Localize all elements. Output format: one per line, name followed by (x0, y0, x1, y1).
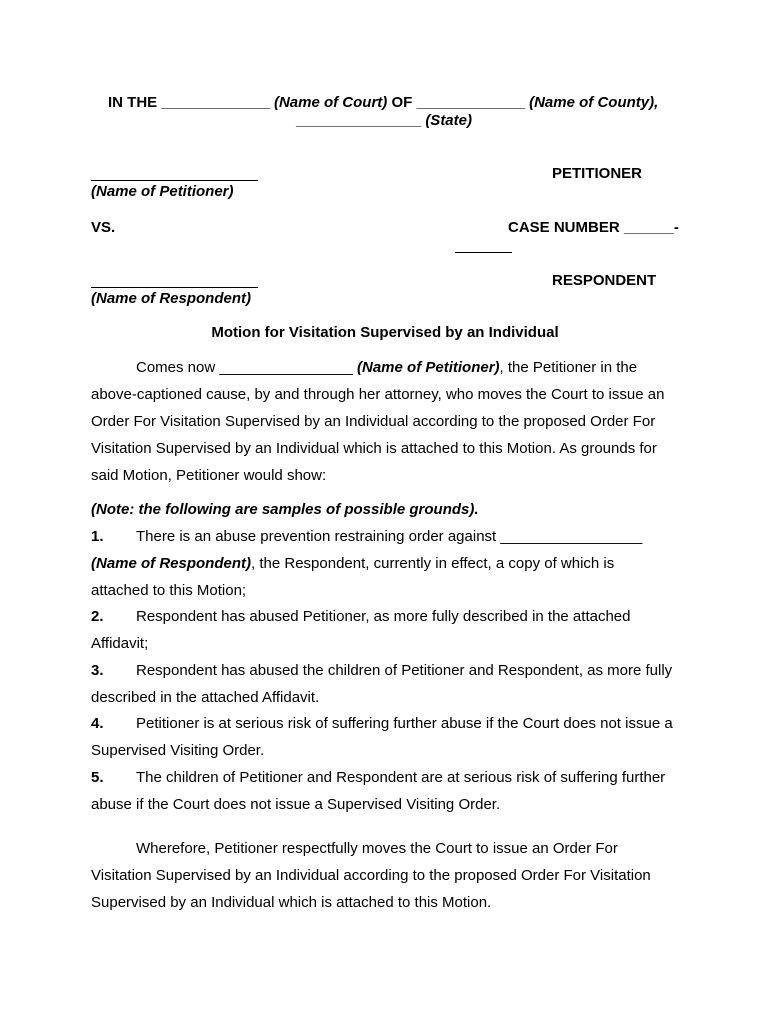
wherefore-line-2: Visitation Supervised by an Individual according to the proposed Order For Visitation (91, 867, 651, 884)
county-name-label: (Name of County), (529, 94, 659, 111)
respondent-name-label: (Name of Respondent) (91, 290, 252, 307)
ground-1-line-2-rest: , the Respondent, currently in effect, a copy of which is (251, 555, 615, 572)
of-text: OF (391, 94, 413, 111)
intro-line-1 (136, 359, 637, 376)
comes-now-text: Comes now ________________ (136, 359, 353, 376)
ground-3-number: 3. (91, 662, 104, 679)
intro-line-4: Visitation Supervised by an Individual which is attached to this Motion. As grounds for (91, 440, 657, 457)
case-number-label: CASE NUMBER (508, 219, 620, 236)
respondent-name-line (91, 287, 258, 288)
intro-line-5: said Motion, Petitioner would show: (91, 467, 327, 484)
intro-petitioner-name: (Name of Petitioner) (357, 359, 500, 376)
case-number-line (508, 219, 679, 236)
ground-1-line-1: There is an abuse prevention restraining order against _________________ (136, 528, 643, 545)
petitioner-label: PETITIONER (552, 165, 643, 182)
ground-5-line-2: abuse if the Court does not issue a Supervised Visiting Order. (91, 796, 501, 813)
document-title: Motion for Visitation Supervised by an Individual (211, 324, 559, 341)
case-number-line-2 (455, 252, 512, 253)
vs-label: VS. (91, 219, 116, 236)
state-label: (State) (425, 112, 472, 129)
court-header-line (108, 94, 658, 111)
court-name-blank: _____________ (161, 94, 270, 111)
ground-4-line-2: Supervised Visiting Order. (91, 742, 265, 759)
petitioner-name-label: (Name of Petitioner) (91, 183, 234, 200)
respondent-label: RESPONDENT (552, 272, 657, 289)
ground-1-line-2 (91, 555, 614, 572)
ground-1-line-3: attached to this Motion; (91, 582, 247, 599)
grounds-note: (Note: the following are samples of possible grounds). (91, 501, 479, 518)
wherefore-line-3: Supervised by an Individual which is attached to this Motion. (91, 894, 492, 911)
ground-5-number: 5. (91, 769, 104, 786)
state-blank: _______________ (296, 112, 422, 129)
ground-4-line-1: Petitioner is at serious risk of suffering further abuse if the Court does not issue a (136, 715, 673, 732)
intro-line-1-rest: , the Petitioner in the (499, 359, 638, 376)
ground-3-line-1: Respondent has abused the children of Petitioner and Respondent, as more fully (136, 662, 673, 679)
ground-1-number: 1. (91, 528, 104, 545)
in-the-text: IN THE (108, 94, 158, 111)
ground-3-line-2: described in the attached Affidavit. (91, 689, 320, 706)
ground-2-number: 2. (91, 608, 104, 625)
ground-4-number: 4. (91, 715, 104, 732)
ground-2-line-2: Affidavit; (91, 635, 149, 652)
case-number-blank: ______- (623, 219, 679, 236)
petitioner-name-line (91, 180, 258, 181)
state-line (296, 112, 472, 129)
wherefore-line-1: Wherefore, Petitioner respectfully moves the Court to issue an Order For (136, 840, 618, 857)
ground-1-respondent-name: (Name of Respondent) (91, 555, 252, 572)
intro-line-2: above-captioned cause, by and through her attorney, who moves the Court to issue an (91, 386, 665, 403)
county-name-blank: _____________ (416, 94, 525, 111)
intro-line-3: Order For Visitation Supervised by an Individual according to the proposed Order For (91, 413, 656, 430)
ground-5-line-1: The children of Petitioner and Respondent are at serious risk of suffering further (136, 769, 666, 786)
court-name-label: (Name of Court) (273, 94, 388, 111)
ground-2-line-1: Respondent has abused Petitioner, as more fully described in the attached (136, 608, 631, 625)
